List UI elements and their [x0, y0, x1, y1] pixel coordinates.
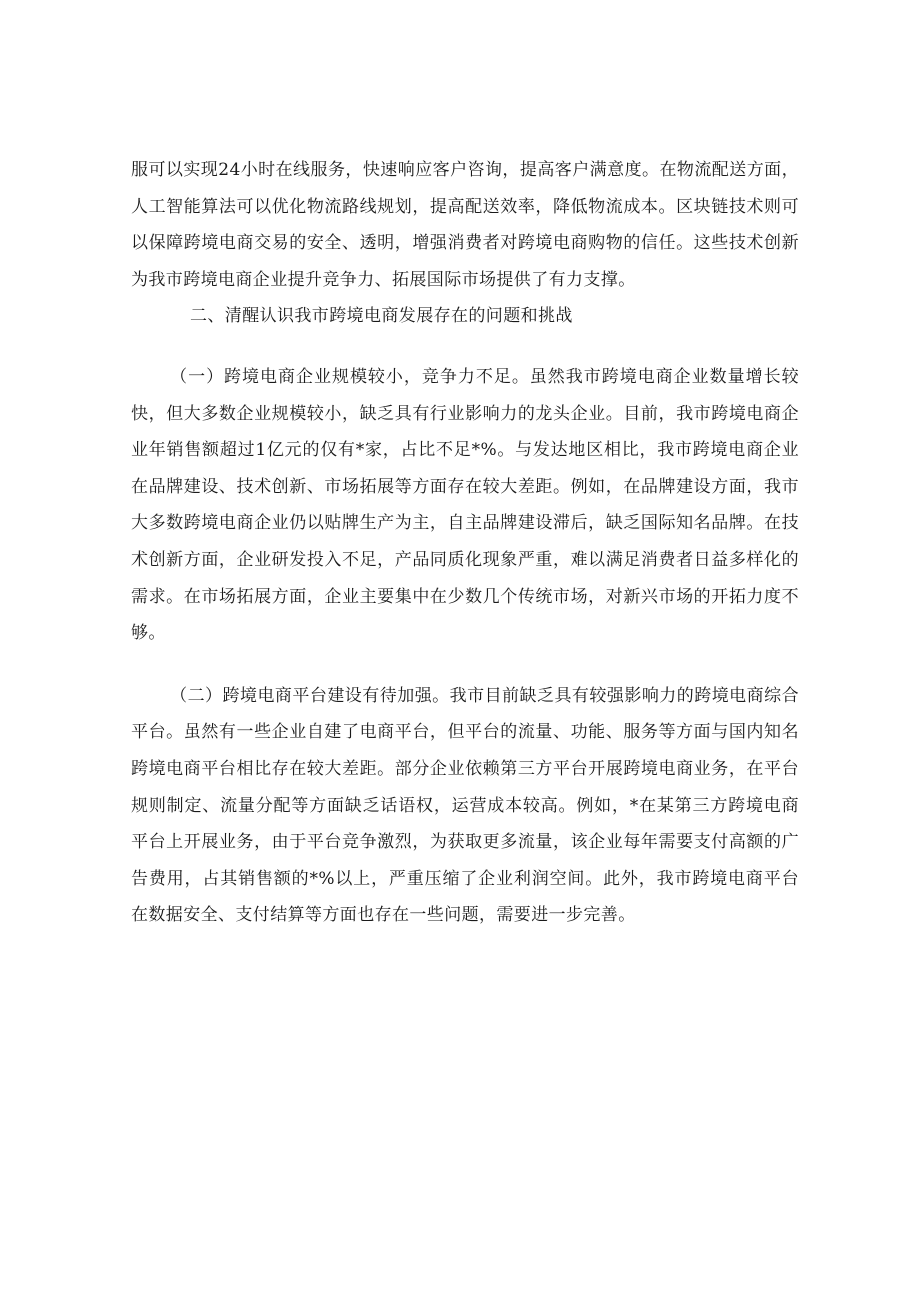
paragraph-platform-construction: （二）跨境电商平台建设有待加强。我市目前缺乏具有较强影响力的跨境电商综合平台。虽然有一些企业自建了电商平台，但平台的流量、功能、服务等方面与国内知名跨境电商平台相比存在较大差距。部分企业依赖第三方平台开展跨境电商业务，在平台规则制定、流量分配等方面缺乏话语权，运营成本较高。例如，*在某第三方跨境电商平台上开展业务，由于平台竞争激烈，为获取更多流量，该企业每年需要支付高额的广告费用，占其销售额的*%以上，严重压缩了企业利润空间。此外，我市跨境电商平台在数据安全、支付结算等方面也存在一些问题，需要进一步完善。 [131, 685, 799, 926]
document-body [131, 152, 799, 934]
paragraph-continuation: 服可以实现24小时在线服务，快速响应客户咨询，提高客户满意度。在物流配送方面，人工智能算法可以优化物流路线规划，提高配送效率，降低物流成本。区块链技术则可以保障跨境电商交易的安全、透明，增强消费者对跨境电商购物的信任。这些技术创新为我市跨境电商企业提升竞争力、拓展国际市场提供了有力支撑。 [131, 160, 799, 290]
paragraph-enterprise-scale: （一）跨境电商企业规模较小，竞争力不足。虽然我市跨境电商企业数量增长较快，但大多数企业规模较小，缺乏具有行业影响力的龙头企业。目前，我市跨境电商企业年销售额超过1亿元的仅有*家，占比不足*%。与发达地区相比，我市跨境电商企业在品牌建设、技术创新、市场拓展等方面存在较大差距。例如，在品牌建设方面，我市大多数跨境电商企业仍以贴牌生产为主，自主品牌建设滞后，缺乏国际知名品牌。在技术创新方面，企业研发投入不足，产品同质化现象严重，难以满足消费者日益多样化的需求。在市场拓展方面，企业主要集中在少数几个传统市场，对新兴市场的开拓力度不够。 [131, 366, 799, 644]
section-heading: 二、清醒认识我市跨境电商发展存在的问题和挑战 [190, 306, 573, 327]
